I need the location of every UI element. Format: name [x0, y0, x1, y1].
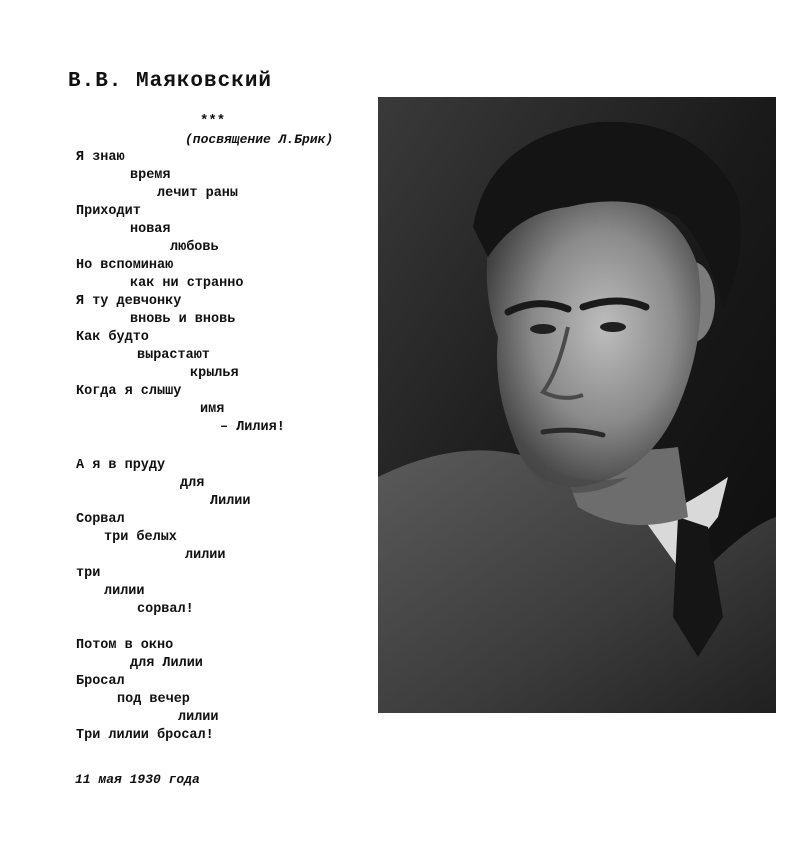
poem-line: Как будто	[76, 330, 149, 345]
poem-line: крылья	[190, 366, 239, 381]
poem-line: лилии	[104, 584, 145, 599]
poem-line: любовь	[170, 240, 219, 255]
poem-line: для Лилии	[130, 656, 203, 671]
poem-line: Когда я слышу	[76, 384, 182, 399]
poem-stars: ***	[200, 113, 226, 129]
poem-date: 11 мая 1930 года	[75, 772, 200, 787]
poem-line: сорвал!	[137, 602, 194, 617]
poem-line: – Лилия!	[220, 420, 285, 435]
poem-dedication: (посвящение Л.Брик)	[185, 132, 334, 147]
poem-line: лечит раны	[157, 186, 239, 201]
poem-line: для	[180, 476, 205, 491]
poem-line: вновь и вновь	[130, 312, 236, 327]
poem-line: А я в пруду	[76, 458, 166, 473]
poem-line: Но вспоминаю	[76, 258, 174, 273]
portrait-illustration	[378, 97, 776, 713]
poem-line: имя	[200, 402, 225, 417]
poem-line: три белых	[104, 530, 177, 545]
poem-line: Бросал	[76, 674, 125, 689]
author-heading: В.В. Маяковский	[68, 70, 273, 93]
poem-line: Потом в окно	[76, 638, 174, 653]
poem-line: Лилии	[210, 494, 251, 509]
poem-line: Я знаю	[76, 150, 125, 165]
poem-line: как ни странно	[130, 276, 244, 291]
poem-line: Я ту девчонку	[76, 294, 182, 309]
poem-line: три	[76, 566, 101, 581]
poem-line: время	[130, 168, 171, 183]
poem-line: Приходит	[76, 204, 141, 219]
poem-line: Сорвал	[76, 512, 125, 527]
portrait-photo	[378, 97, 776, 713]
poem-line: Три лилии бросал!	[76, 728, 214, 743]
poem-line: лилии	[185, 548, 226, 563]
poem-line: новая	[130, 222, 171, 237]
poem-line: под вечер	[117, 692, 190, 707]
poem-line: лилии	[178, 710, 219, 725]
poem-line: вырастают	[137, 348, 210, 363]
